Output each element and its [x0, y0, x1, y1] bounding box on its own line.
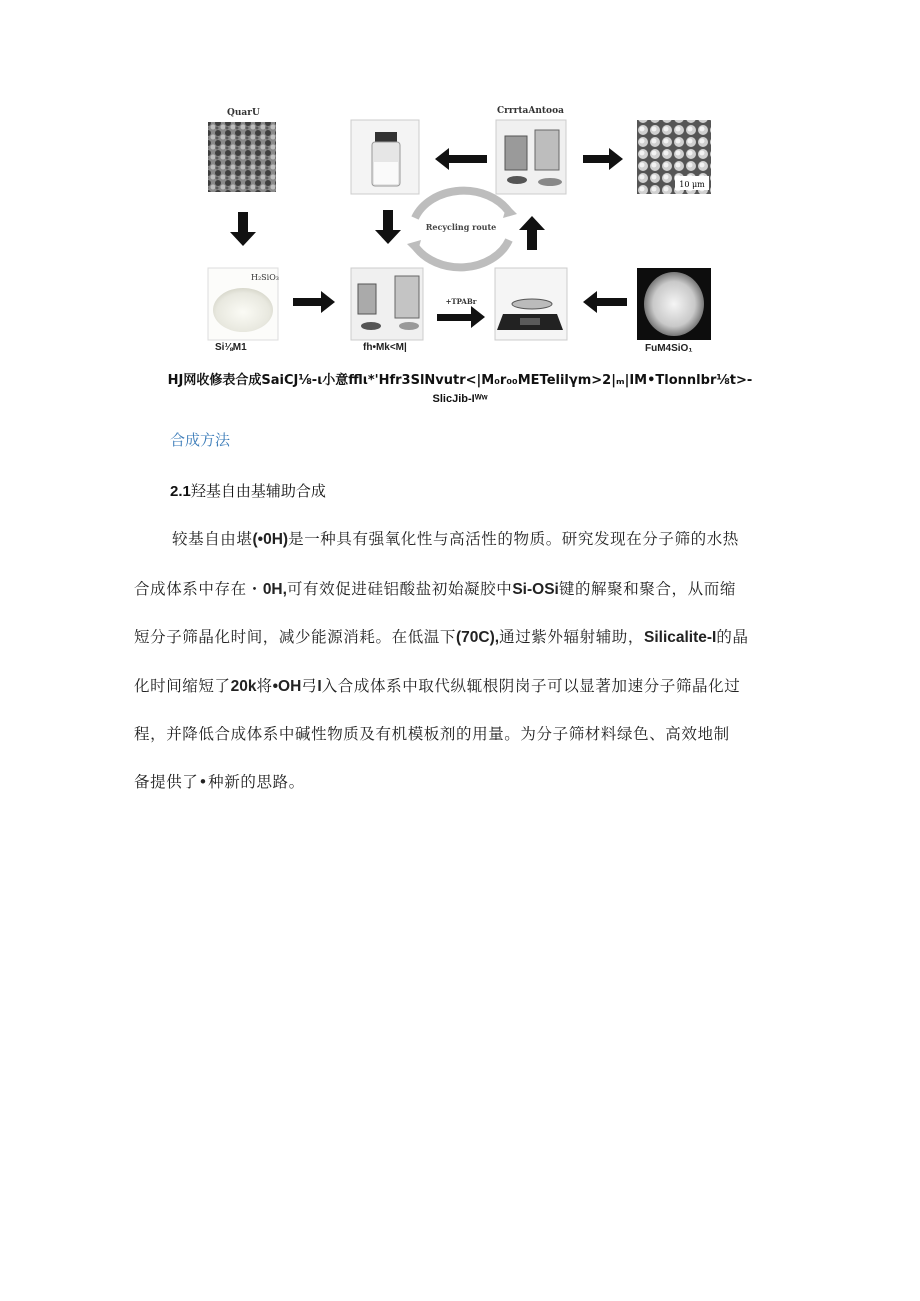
- text-span: (•0H): [252, 531, 289, 548]
- paragraph-line-5: [134, 722, 784, 744]
- text-span: 的晶: [716, 628, 749, 646]
- text-span: Si-OSi: [512, 581, 559, 598]
- paragraph-line-4: [134, 674, 784, 696]
- recycling-label: Recycling route: [425, 222, 497, 232]
- autoclave-image-top: [496, 120, 566, 194]
- paragraph-line-6: [134, 770, 784, 792]
- figure-graphics: [205, 100, 715, 362]
- text-span: •OH: [272, 678, 302, 695]
- text-span: 是一种具有强氧化性与高活性的物质。研究发现在分子筛的水热: [288, 530, 739, 548]
- text-span: 较基自由堪: [172, 530, 253, 548]
- h2sio3-label: H₂SiO₃: [251, 273, 279, 282]
- text-span: 短分子筛晶化时间，减少能源消耗。在低温下: [134, 628, 457, 646]
- arrow-left-top: [435, 148, 487, 170]
- synthesis-figure: [205, 100, 715, 362]
- figure-caption-line2: SlicJib-Iᵂʷ: [432, 393, 488, 405]
- bottle-image: [351, 120, 419, 194]
- sio2-raw-label: Si⅛M1: [215, 342, 247, 353]
- text-span: I: [317, 678, 322, 695]
- paragraph-line-3: [134, 625, 784, 647]
- arrow-right-bottom: [293, 291, 335, 313]
- mixture-label: fh•Mk<M|: [363, 342, 407, 353]
- crystallization-label: CrrrtaAntooa: [497, 106, 564, 116]
- text-span: (70C),: [456, 629, 500, 646]
- subsection-title: 羟基自由基辅助合成: [190, 482, 326, 500]
- fumed-sio2-label: FuM4SiO₁: [645, 343, 693, 354]
- figure-caption-line1: HJ网收修表合成SaiCJ⅛-ι小意fflι*'Hfr3SlNvutr<|M₀r₀₀METelilγm>2|ₘ|IM•Tlonnlbr⅛t>-: [167, 373, 753, 388]
- text-span: 化时间缩短了: [134, 677, 231, 695]
- text-span: 弓: [301, 677, 318, 695]
- arrow-right-top: [583, 148, 623, 170]
- arrow-down-middle: [375, 210, 401, 244]
- sem-image: [637, 120, 711, 194]
- text-span: 0H,: [262, 581, 287, 598]
- arrow-right-bottom-middle: [437, 306, 485, 328]
- quartz-label: QuarU: [227, 108, 260, 118]
- text-span: 20k: [230, 678, 257, 695]
- text-span: 备提供了•种新的思路。: [134, 773, 305, 791]
- fumed-silica-image: [637, 268, 711, 340]
- arrow-down-left: [230, 212, 256, 246]
- quartz-image: [208, 122, 276, 192]
- arrow-left-bottom: [583, 291, 627, 313]
- text-span: 可有效促进硅铝酸盐初始凝胶中: [286, 580, 513, 598]
- section-heading: 合成方法: [170, 431, 231, 449]
- text-span: 将: [256, 677, 273, 695]
- text-span: 入合成体系中取代纵辄根阴岗子可以显著加速分子筛晶化过: [321, 677, 741, 695]
- mixture-image: [351, 268, 423, 340]
- scale-label: 10 μm: [679, 180, 705, 189]
- paragraph-line-1: [172, 527, 822, 549]
- text-span: 程，并降低合成体系中碱性物质及有机模板剂的用量。为分子筛材料绿色、高效地制: [134, 725, 730, 743]
- tpabr-label: +TPABr: [445, 297, 477, 306]
- balance-image: [495, 268, 567, 340]
- text-span: 键的解聚和聚合，从而缩: [558, 580, 736, 598]
- text-span: 合成体系中存在・: [134, 580, 263, 598]
- subsection-heading: [170, 480, 326, 501]
- subsection-number: 2.1: [170, 483, 191, 500]
- text-span: 通过紫外辐射辅助，: [499, 628, 644, 646]
- arrow-up-right: [519, 216, 545, 250]
- text-span: Silicalite-I: [644, 629, 717, 646]
- powder-image: [208, 268, 279, 340]
- paragraph-line-2: [134, 577, 784, 599]
